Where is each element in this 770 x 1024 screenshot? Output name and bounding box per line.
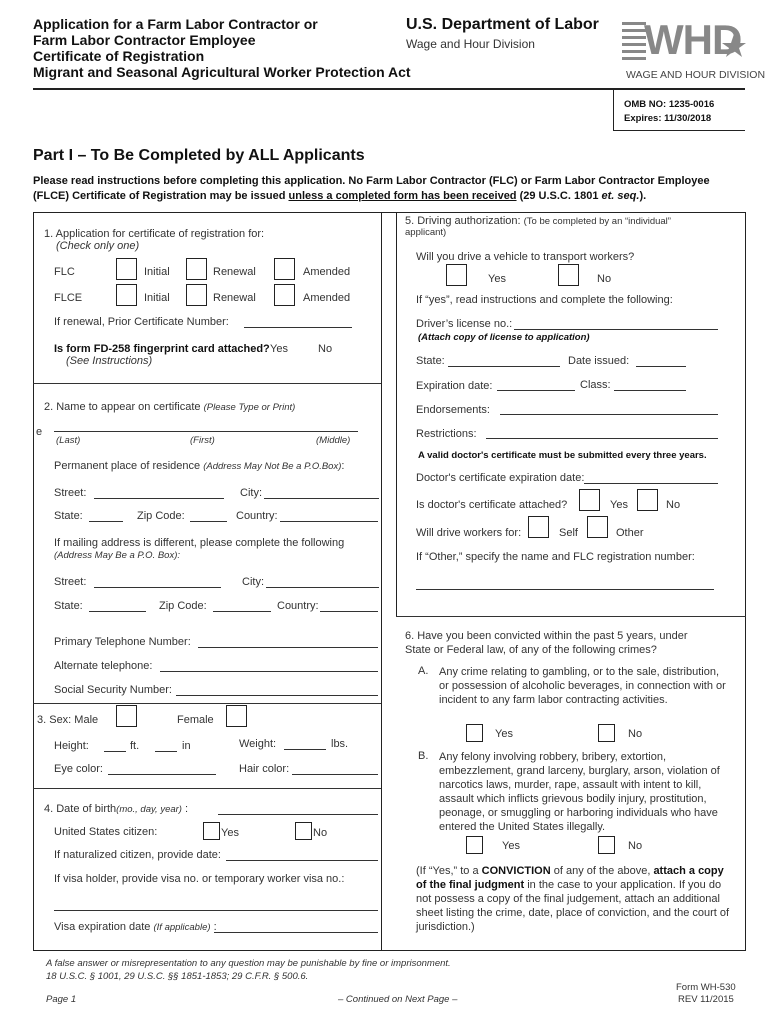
city2-label: City: — [242, 576, 264, 588]
drive-for-label: Will drive workers for: — [416, 527, 522, 539]
note-text: of any of the above, — [550, 865, 654, 877]
sex-label: 3. Sex: Male — [37, 714, 99, 726]
s6-title: 6. Have you been convicted within the past 5 years, under State or Federal law, of any of the following crimes? — [405, 630, 688, 656]
state2-field[interactable] — [89, 611, 146, 612]
s6-a-label: A. — [418, 665, 429, 677]
citizen-yes-label: Yes — [221, 827, 239, 839]
street2-label: Street: — [54, 576, 87, 588]
perm-colon: : — [341, 460, 345, 472]
visa-field[interactable] — [54, 910, 378, 911]
other-label: Other — [616, 527, 644, 539]
last-label: (Last) — [56, 435, 81, 446]
visa-exp-note: (If applicable) — [153, 922, 211, 933]
form-title — [33, 16, 411, 80]
endorsements-field[interactable] — [500, 414, 718, 415]
license-field[interactable] — [514, 329, 718, 330]
zip-field[interactable] — [190, 521, 227, 522]
instr-text: (29 U.S.C. 1801 — [516, 190, 602, 202]
dob-colon: : — [185, 803, 189, 815]
if-other-label: If “Other,” specify the name and FLC registration number: — [416, 551, 695, 563]
drive-no-checkbox[interactable] — [558, 264, 579, 286]
naturalized-field[interactable] — [226, 860, 378, 861]
mailing-note-text: (Address May Be a P.O. Box) — [54, 550, 178, 561]
mailing-label: If mailing address is different, please complete the following — [54, 537, 345, 549]
other-checkbox[interactable] — [587, 516, 608, 538]
perm-residence-label — [54, 460, 344, 472]
visa-exp-colon: : — [213, 921, 217, 933]
height-in-field[interactable] — [155, 751, 177, 752]
title-line: Application for a Farm Labor Contractor or — [33, 16, 318, 32]
agency-name: U.S. Department of Labor — [406, 16, 599, 33]
instr-text: Please read instructions before completing this application. No Farm Labor Contractor (FLC) or Farm Labor Contractor Employee (FLCE) Certificate of Registration may be issued — [33, 175, 710, 202]
renewal-label: Renewal — [213, 266, 256, 278]
eye-color-label: Eye color: — [54, 763, 103, 775]
flc-initial-checkbox[interactable] — [116, 258, 137, 280]
self-label: Self — [559, 527, 578, 539]
renewal-number-label: If renewal, Prior Certificate Number: — [54, 316, 229, 328]
instr-italic: et. seq. — [601, 190, 640, 202]
city2-field[interactable] — [266, 587, 379, 588]
citizen-no-checkbox[interactable] — [295, 822, 312, 840]
other-field[interactable] — [416, 589, 714, 590]
country-label: Country: — [236, 510, 278, 522]
doctor-yes-checkbox[interactable] — [579, 489, 600, 511]
s6-b-yes-label: Yes — [502, 840, 520, 852]
legal-citation: 18 U.S.C. § 1001, 29 U.S.C. §§ 1851-1853; 29 C.F.R. § 500.6. — [46, 971, 309, 982]
citizen-label: United States citizen: — [54, 826, 158, 838]
dob-field[interactable] — [218, 814, 378, 815]
date-issued-label: Date issued: — [568, 355, 630, 367]
middle-label: (Middle) — [316, 435, 351, 446]
alt-phone-field[interactable] — [160, 671, 378, 672]
omb-expires: Expires: 11/30/2018 — [624, 113, 712, 124]
license-state-label: State: — [416, 355, 445, 367]
false-answer-warning: A false answer or misrepresentation to any question may be punishable by fine or imprisonment. — [46, 958, 451, 969]
form-number: Form WH-530 — [676, 982, 736, 993]
city-label: City: — [240, 487, 262, 499]
note-text: (If “Yes,” to a — [416, 865, 482, 877]
restrictions-label: Restrictions: — [416, 428, 477, 440]
doctor-exp-field[interactable] — [584, 483, 718, 484]
if-yes-label: If “yes”, read instructions and complete the following: — [416, 294, 673, 306]
doctor-no-checkbox[interactable] — [637, 489, 658, 511]
logo-letters: WHD — [644, 16, 742, 63]
s6-a-yes-checkbox[interactable] — [466, 724, 483, 742]
s6-b-text: Any felony involving robbery, bribery, extortion, embezzlement, grand larceny, burglary, arson, violation of narcotics laws, murder, rape, assault with intent to kill, assault which inflicts grievous bodily injury, prostitution, peonage, or smuggling or harboring individuals who have entered the United States illegally. — [439, 751, 720, 833]
s6-a-yes-label: Yes — [495, 728, 513, 740]
title-line: Farm Labor Contractor Employee — [33, 32, 256, 48]
flc-amended-checkbox[interactable] — [274, 258, 295, 280]
dob-note: (mo., day, year) — [116, 804, 182, 815]
license-label: Driver’s license no.: — [416, 318, 513, 330]
fd258-no[interactable]: No — [318, 343, 333, 355]
drive-question: Will you drive a vehicle to transport workers? — [416, 251, 635, 263]
expiration-field[interactable] — [497, 390, 575, 391]
in-label: in — [182, 740, 191, 752]
phone-label: Primary Telephone Number: — [54, 636, 191, 648]
drive-yes-label: Yes — [488, 273, 506, 285]
female-label: Female — [177, 714, 214, 726]
class-label: Class: — [580, 379, 611, 391]
endorsements-label: Endorsements: — [416, 404, 490, 416]
omb-number: OMB NO: 1235-0016 — [624, 99, 715, 110]
mailing-note — [54, 550, 180, 561]
conviction-note — [416, 864, 734, 934]
restrictions-field[interactable] — [486, 438, 718, 439]
valid-certificate-note: A valid doctor's certificate must be submitted every three years. — [418, 450, 707, 461]
s5-title — [405, 216, 705, 238]
hair-color-field[interactable] — [292, 774, 378, 775]
license-state-field[interactable] — [448, 366, 560, 367]
hair-color-label: Hair color: — [239, 763, 290, 775]
s2-title-note: (Please Type or Print) — [203, 402, 296, 413]
margin-mark: e — [36, 426, 43, 438]
note-text: in the case to your application. If you do not possess a copy of the final judgement, attach an additional sheet listing the crime, date, place of conviction, and the court of jurisdiction.) — [416, 879, 730, 933]
height-label: Height: — [54, 740, 89, 752]
class-field[interactable] — [614, 390, 686, 391]
city-field[interactable] — [264, 498, 379, 499]
renewal-number-field[interactable] — [244, 327, 352, 328]
s6-b-no-checkbox[interactable] — [598, 836, 615, 854]
flce-label: FLCE — [54, 292, 83, 304]
doctor-no-label: No — [666, 499, 681, 511]
weight-label: Weight: — [239, 738, 277, 750]
first-label: (First) — [190, 435, 215, 446]
zip2-label: Zip Code: — [159, 600, 207, 612]
continued-note: – Continued on Next Page – — [338, 994, 458, 1005]
s5-title-note: (To be completed by an “individual” applicant) — [405, 216, 671, 238]
ssn-field[interactable] — [176, 695, 378, 696]
state-field[interactable] — [89, 521, 123, 522]
state-label: State: — [54, 510, 83, 522]
initial-label: Initial — [144, 292, 170, 304]
flc-renewal-checkbox[interactable] — [186, 258, 207, 280]
phone-field[interactable] — [198, 647, 378, 648]
visa-exp-text: Visa expiration date — [54, 921, 151, 933]
expiration-label: Expiration date: — [416, 380, 493, 392]
drive-yes-checkbox[interactable] — [446, 264, 467, 286]
naturalized-label: If naturalized citizen, provide date: — [54, 849, 221, 861]
renewal-label: Renewal — [213, 292, 256, 304]
visa-exp-label — [54, 921, 217, 933]
fd258-see-instructions: (See Instructions) — [66, 355, 153, 367]
street2-field[interactable] — [94, 587, 221, 588]
s1-title: 1. Application for certificate of registration for: — [44, 228, 265, 240]
ssn-label: Social Security Number: — [54, 684, 172, 696]
whd-logo — [622, 16, 766, 82]
date-issued-field[interactable] — [636, 366, 686, 367]
title-line: Certificate of Registration — [33, 48, 205, 64]
flce-initial-checkbox[interactable] — [116, 284, 137, 306]
flc-label: FLC — [54, 266, 75, 278]
page-number: Page 1 — [46, 994, 77, 1005]
amended-label: Amended — [303, 266, 351, 278]
height-ft-field[interactable] — [104, 751, 126, 752]
mailing-note-colon: : — [177, 550, 181, 561]
s6-b-label: B. — [418, 750, 429, 762]
country2-field[interactable] — [320, 611, 378, 612]
citizen-no-label: No — [313, 827, 328, 839]
amended-label: Amended — [303, 292, 351, 304]
note-bold: CONVICTION — [481, 865, 551, 877]
s6-b-yes-checkbox[interactable] — [466, 836, 483, 854]
zip2-field[interactable] — [213, 611, 271, 612]
omb-box — [613, 89, 745, 131]
doctor-exp-label: Doctor's certificate expiration date: — [416, 472, 585, 484]
street-field[interactable] — [94, 498, 224, 499]
citizen-yes-checkbox[interactable] — [203, 822, 220, 840]
division-name: Wage and Hour Division — [406, 37, 535, 51]
form-revision: REV 11/2015 — [678, 994, 734, 1005]
column-divider — [381, 212, 382, 951]
s6-a-text: Any crime relating to gambling, or to the sale, distribution, or possession of alcoholic beverages, in connection with or incident to any farm labor contracting activities. — [439, 666, 726, 706]
lbs-label: lbs. — [331, 738, 349, 750]
flce-amended-checkbox[interactable] — [274, 284, 295, 306]
flce-renewal-checkbox[interactable] — [186, 284, 207, 306]
female-checkbox[interactable] — [226, 705, 247, 727]
initial-label: Initial — [144, 266, 170, 278]
note-bold: attach a copy of the final judgment — [416, 865, 724, 891]
visa-label: If visa holder, provide visa no. or temporary worker visa no.: — [54, 873, 345, 885]
self-checkbox[interactable] — [528, 516, 549, 538]
attach-license-note: (Attach copy of license to application) — [418, 332, 590, 343]
doctor-yes-label: Yes — [610, 499, 628, 511]
s5-title-text: 5. Driving authorization: — [405, 215, 521, 227]
fd258-question: Is form FD-258 fingerprint card attached? — [54, 343, 270, 355]
country-field[interactable] — [280, 521, 378, 522]
ft-label: ft. — [130, 740, 140, 752]
s6-b-no-label: No — [628, 840, 643, 852]
s2-title-text: 2. Name to appear on certificate — [44, 401, 201, 413]
state2-label: State: — [54, 600, 83, 612]
s6-a-no-label: No — [628, 728, 643, 740]
logo-caption: WAGE AND HOUR DIVISION — [626, 69, 766, 81]
country2-label: Country: — [277, 600, 319, 612]
instr-underline: unless a completed form has been received — [288, 190, 517, 202]
perm-note: (Address May Not Be a P.O.Box) — [203, 461, 342, 472]
part-instructions — [33, 174, 733, 204]
s1-sub: (Check only one) — [56, 240, 140, 252]
dob-label — [44, 803, 188, 815]
s2-title — [44, 401, 295, 413]
perm-text: Permanent place of residence — [54, 460, 201, 472]
doctor-attached-label: Is doctor's certificate attached? — [416, 499, 568, 511]
street-label: Street: — [54, 487, 87, 499]
alt-phone-label: Alternate telephone: — [54, 660, 153, 672]
weight-field[interactable] — [284, 749, 326, 750]
title-line: Migrant and Seasonal Agricultural Worker Protection Act — [33, 64, 411, 80]
male-checkbox[interactable] — [116, 705, 137, 727]
name-field[interactable] — [54, 431, 358, 432]
zip-label: Zip Code: — [137, 510, 185, 522]
part-title: Part I – To Be Completed by ALL Applicants — [33, 147, 365, 164]
s6-a-no-checkbox[interactable] — [598, 724, 615, 742]
instr-text: ). — [639, 190, 647, 202]
drive-no-label: No — [597, 273, 612, 285]
visa-exp-field[interactable] — [214, 932, 378, 933]
dob-text: 4. Date of birth — [44, 803, 117, 815]
fd258-yes[interactable]: Yes — [270, 343, 288, 355]
eye-color-field[interactable] — [108, 774, 216, 775]
